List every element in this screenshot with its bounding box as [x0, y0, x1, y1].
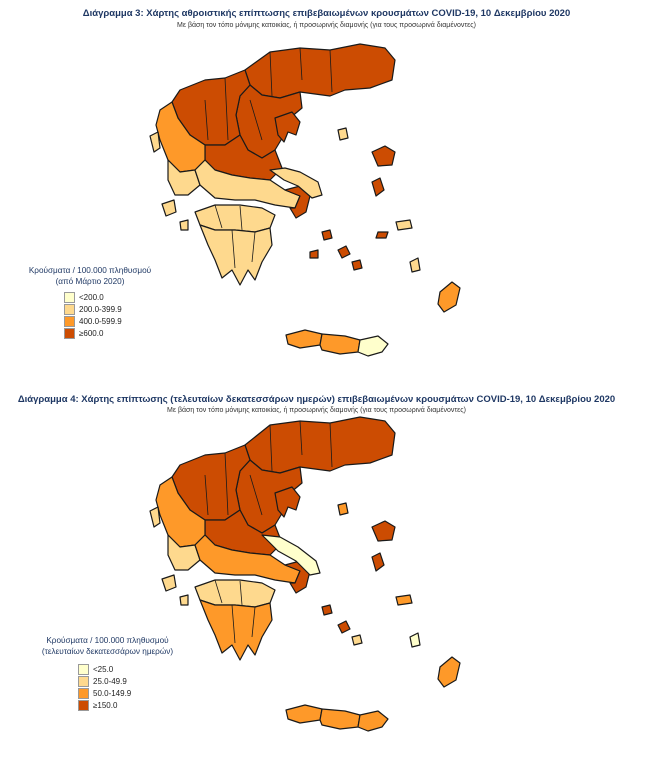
- region-kefalonia: [162, 200, 176, 216]
- legend-item: [64, 303, 160, 315]
- region-crete-west: [286, 330, 322, 348]
- region-chios: [372, 178, 384, 196]
- region-thrace: [245, 44, 395, 98]
- region-cyclades-4: [310, 250, 318, 258]
- region-cyclades-2: [352, 635, 362, 645]
- legend-title: Κρούσματα / 100.000 πληθυσμού: [28, 266, 152, 275]
- legend-label: 25.0-49.9: [93, 676, 127, 686]
- region-chios: [372, 553, 384, 571]
- region-crete-east: [358, 336, 388, 356]
- map-title: Διάγραμμα 4: Χάρτης επίπτωσης (τελευταίων δεκατεσσάρων ημερών) επιβεβαιωμένων κρουσμάτων COVID-19, 10 Δεκεμβρίου 2020: [17, 394, 616, 405]
- map-title: Διάγραμμα 3: Χάρτης αθροιστικής επίπτωσης επιβεβαιωμένων κρουσμάτων COVID-19, 10 Δεκεμβρίου 2020: [82, 8, 571, 19]
- legend-subtitle: (τελευταίων δεκατεσσάρων ημερών): [41, 647, 174, 656]
- legend-swatch: [64, 328, 75, 339]
- region-thrace: [245, 417, 395, 473]
- legend-label: <200.0: [79, 292, 104, 302]
- region-samos: [396, 595, 412, 605]
- legend-swatch: [78, 676, 89, 687]
- region-peloponnese-south: [200, 225, 272, 285]
- region-kefalonia: [162, 575, 176, 591]
- legend-swatch: [64, 304, 75, 315]
- region-dodecanese: [410, 633, 420, 647]
- legend: [20, 265, 160, 339]
- cumulative-incidence-map: [0, 0, 653, 385]
- legend-label: ≥150.0: [93, 700, 118, 710]
- region-lesvos: [372, 521, 395, 541]
- region-ikaria: [376, 232, 388, 238]
- region-peloponnese-south: [200, 600, 272, 660]
- region-cyclades-3: [322, 605, 332, 615]
- legend-item: [78, 663, 200, 675]
- region-cyclades-3: [322, 230, 332, 240]
- region-crete-central: [320, 334, 360, 354]
- region-samos: [396, 220, 412, 230]
- region-zakynthos: [180, 220, 188, 230]
- legend-label: <25.0: [93, 664, 114, 674]
- region-cyclades: [338, 621, 350, 633]
- legend-label: 50.0-149.9: [93, 688, 132, 698]
- legend: [15, 635, 200, 711]
- legend-item: [78, 675, 200, 687]
- region-crete-west: [286, 705, 322, 723]
- map-subtitle: Με βάση τον τόπο μόνιμης κατοικίας, ή προσωρινής διαμονής (για τους προσωρινά διαμένοντες): [167, 407, 466, 414]
- legend-item: [78, 687, 200, 699]
- legend-item: [64, 291, 160, 303]
- region-dodecanese: [410, 258, 420, 272]
- legend-subtitle: (από Μάρτιο 2020): [55, 277, 125, 286]
- region-limnos: [338, 128, 348, 140]
- region-lesvos: [372, 146, 395, 166]
- region-cyclades: [338, 246, 350, 258]
- region-crete-east: [358, 711, 388, 731]
- legend-title: Κρούσματα / 100.000 πληθυσμού: [46, 636, 169, 645]
- greece-map: [0, 385, 653, 771]
- 14-day-incidence-map: [0, 385, 653, 771]
- legend-label: ≥600.0: [79, 328, 104, 338]
- region-zakynthos: [180, 595, 188, 605]
- region-rhodes: [438, 657, 460, 687]
- region-corfu: [150, 507, 160, 527]
- region-cyclades-2: [352, 260, 362, 270]
- legend-swatch: [64, 292, 75, 303]
- region-corfu: [150, 132, 160, 152]
- legend-item: [64, 327, 160, 339]
- legend-swatch: [78, 700, 89, 711]
- legend-swatch: [64, 316, 75, 327]
- map-subtitle: Με βάση τον τόπο μόνιμης κατοικίας, ή προσωρινής διαμονής (για τους προσωρινά διαμένοντες): [177, 22, 476, 29]
- legend-label: 400.0-599.9: [79, 316, 122, 326]
- region-crete-central: [320, 709, 360, 729]
- legend-swatch: [78, 664, 89, 675]
- legend-swatch: [78, 688, 89, 699]
- region-rhodes: [438, 282, 460, 312]
- region-limnos: [338, 503, 348, 515]
- legend-label: 200.0-399.9: [79, 304, 122, 314]
- legend-item: [78, 699, 200, 711]
- legend-item: [64, 315, 160, 327]
